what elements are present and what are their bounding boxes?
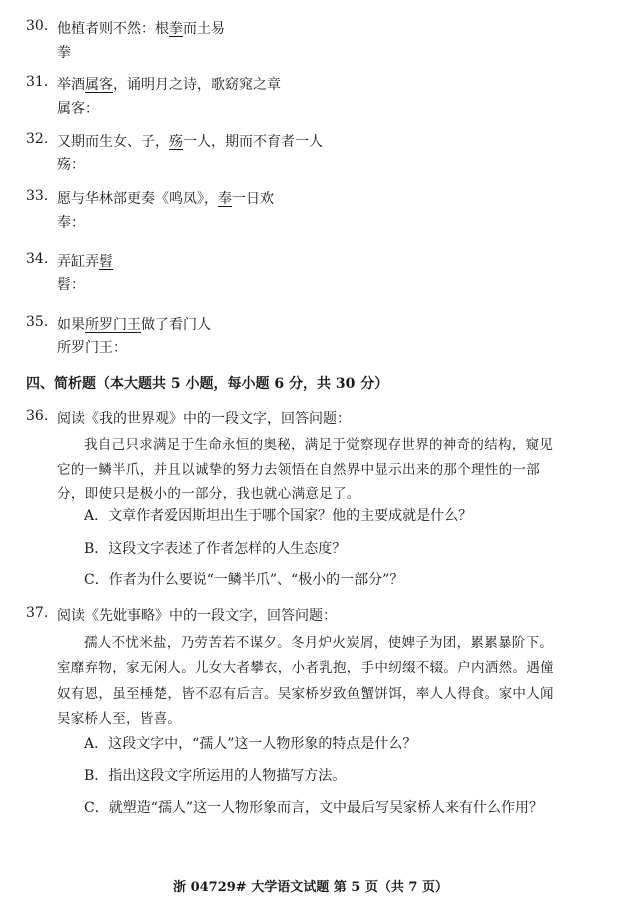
question-sentence: 他植者则不然：根拳而土易 [57,21,225,37]
sub-question: A．文章作者爱因斯坦出生于哪个国家？他的主要成就是什么？ [84,508,473,524]
passage-line: 我自己只求满足于生命永恒的奥秘，满足于觉察现存世界的神奇的结构，窥见 [84,437,554,453]
underlined-term: 殇 [169,134,183,150]
question-sentence: 举酒属客，诵明月之诗，歌窈窕之章 [57,77,281,93]
question-number: 35. [26,314,49,330]
question-number: 31. [26,74,49,90]
question-sentence: 愿与华林部更奏《鸣凤》，奉一日欢 [57,191,274,207]
passage-line: 分，即使只是极小的一部分，我也就心满意足了。 [57,486,361,502]
passage-line: 奴有恩，虽至棰楚，皆不忍有后言。吴家桥岁致鱼蟹饼饵，率人人得食。家中人闻 [57,686,554,702]
question-number: 32. [26,131,49,147]
underlined-term: 髫 [99,254,113,270]
sub-question: B．指出这段文字所运用的人物描写方法。 [84,768,347,784]
passage-line: 孺人不忧米盐，乃劳苦若不谋夕。冬月炉火炭屑，使婢子为团，累累暴阶下。 [84,635,554,651]
underlined-term: 拳 [169,21,183,37]
answer-label: 奉： [57,215,85,231]
question-number: 34. [26,251,49,267]
sub-question: C．就塑造“孺人”这一人物形象而言，文中最后写吴家桥人来有什么作用？ [84,800,544,816]
passage-line: 它的一鳞半爪，并且以诚挚的努力去领悟在自然界中显示出来的那个理性的一部 [57,462,540,478]
question-sentence: 弄缸弄髫 [57,254,113,270]
question-number: 30. [26,18,49,34]
page-footer: 浙 04729# 大学语文试题 第 5 页（共 7 页） [173,880,448,895]
section-title: 四、简析题（本大题共 5 小题，每小题 6 分，共 30 分） [26,376,389,392]
sub-question: C．作者为什么要说“一鳞半爪”、“极小的一部分”？ [84,572,404,588]
question-sentence: 又期而生女、子，殇一人，期而不育者一人 [57,134,323,150]
question-number: 36. [26,408,49,424]
question-prompt: 阅读《我的世界观》中的一段文字，回答问题： [57,411,351,427]
underlined-term: 属客 [85,77,113,93]
question-sentence: 如果所罗门王做了看门人 [57,317,211,333]
answer-label: 髫： [57,277,85,293]
answer-label: 属客： [57,101,99,117]
answer-label: 拳 [57,45,71,61]
answer-label: 殇： [57,157,85,173]
underlined-term: 奉 [218,191,232,207]
question-number: 37. [26,605,49,621]
question-prompt: 阅读《先妣事略》中的一段文字，回答问题： [57,608,337,624]
answer-label: 所罗门王： [57,340,127,356]
question-number: 33. [26,188,49,204]
sub-question: A．这段文字中，“孺人”这一人物形象的特点是什么？ [84,736,417,752]
underlined-term: 所罗门王 [85,317,141,333]
sub-question: B．这段文字表述了作者怎样的人生态度？ [84,541,347,557]
passage-line: 室靡弃物，家无闲人。儿女大者攀衣，小者乳抱，手中纫缀不辍。户内洒然。遇僮 [57,660,554,676]
passage-line: 吴家桥人至，皆喜。 [57,711,182,727]
